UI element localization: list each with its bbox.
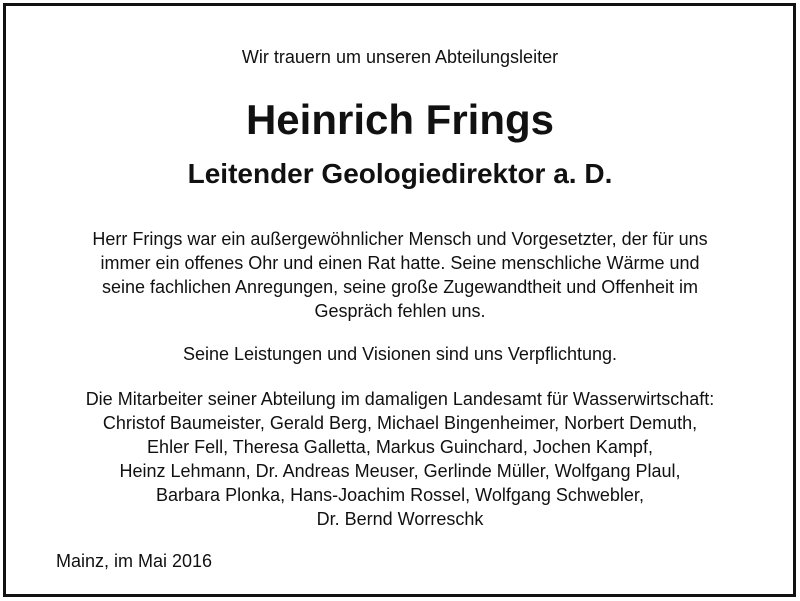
intro-text: Wir trauern um unseren Abteilungsleiter — [241, 47, 559, 67]
tribute-line: immer ein offenes Ohr und einen Rat hatte. Seine menschliche Wärme und — [100, 253, 700, 273]
commitment-text: Seine Leistungen und Visionen sind uns Verpflichtung. — [183, 344, 617, 364]
colleagues-line: Dr. Bernd Worreschk — [316, 509, 484, 529]
colleagues-line: Heinz Lehmann, Dr. Andreas Meuser, Gerlinde Müller, Wolfgang Plaul, — [119, 461, 681, 481]
colleagues-list — [0, 387, 800, 531]
tribute-paragraph — [0, 227, 800, 323]
tribute-line: seine fachlichen Anregungen, seine große Zugewandtheit und Offenheit im — [101, 277, 699, 297]
colleagues-line: Ehler Fell, Theresa Galletta, Markus Guinchard, Jochen Kampf, — [147, 437, 653, 457]
deceased-name: Heinrich Frings — [245, 96, 555, 143]
colleagues-line: Die Mitarbeiter seiner Abteilung im damaligen Landesamt für Wasserwirtschaft: — [85, 389, 715, 409]
colleagues-line: Barbara Plonka, Hans-Joachim Rossel, Wolfgang Schwebler, — [156, 485, 644, 505]
colleagues-line: Christof Baumeister, Gerald Berg, Michael Bingenheimer, Norbert Demuth, — [102, 413, 698, 433]
tribute-line: Gespräch fehlen uns. — [314, 301, 486, 321]
tribute-line: Herr Frings war ein außergewöhnlicher Mensch und Vorgesetzter, der für uns — [92, 229, 708, 249]
deceased-title: Leitender Geologiedirektor a. D. — [187, 158, 613, 189]
place-date: Mainz, im Mai 2016 — [56, 551, 213, 571]
